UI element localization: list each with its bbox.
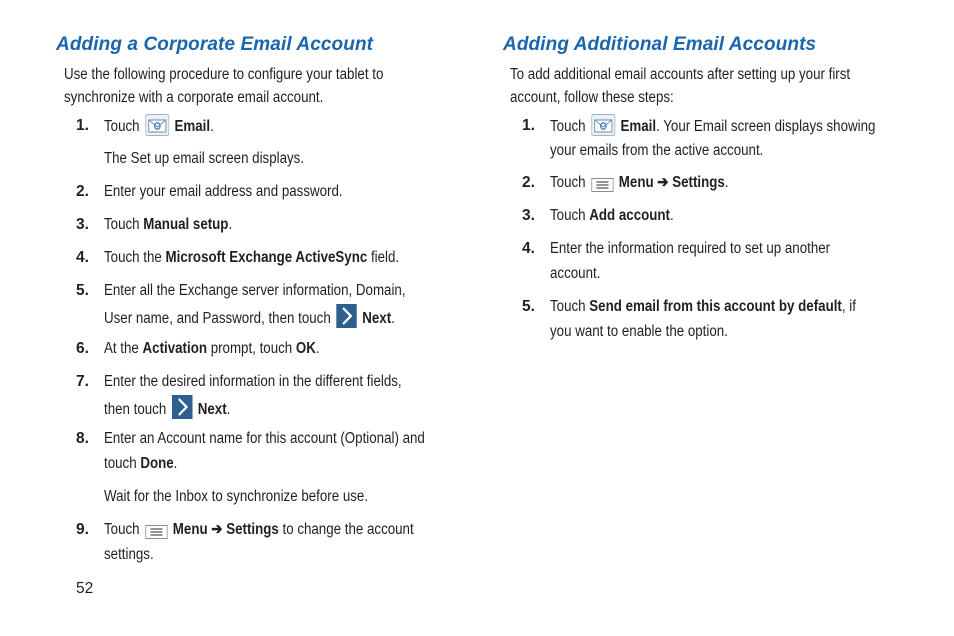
intro-paragraph <box>64 64 435 109</box>
step-number: 4. <box>522 240 535 257</box>
step-number: 1. <box>522 117 535 134</box>
step-text: Enter the desired information in the different fields, <box>104 373 402 390</box>
step-number: 2. <box>76 183 89 200</box>
intro-line: Use the following procedure to configure your tablet to <box>64 66 384 83</box>
step-text: Touch <box>104 118 140 135</box>
menu-key-icon <box>591 176 613 201</box>
step-bold: Settings <box>226 521 279 538</box>
step-bold: Settings <box>672 174 725 191</box>
step-bold: Activation <box>142 340 207 357</box>
step-number: 6. <box>76 340 89 357</box>
step-text: Enter the information required to set up another <box>550 240 831 257</box>
step-bold: Next <box>197 401 227 418</box>
step-number: 1. <box>76 117 89 134</box>
section-heading-additional: Adding Additional Email Accounts <box>503 34 817 55</box>
step-text: Enter your email address and password. <box>104 183 343 200</box>
step-bold: OK <box>295 340 316 357</box>
intro-paragraph <box>510 64 905 109</box>
step-1-note: The Set up email screen displays. <box>104 150 305 167</box>
next-arrow-icon <box>172 395 193 428</box>
step-number: 9. <box>76 521 89 538</box>
step-bold: Send email from this account by default <box>589 298 842 315</box>
step-number: 5. <box>76 282 89 299</box>
step-bold: Menu <box>172 521 208 538</box>
step-bold: Manual setup <box>143 216 229 233</box>
step-number: 3. <box>76 216 89 233</box>
intro-line: synchronize with a corporate email account. <box>64 88 324 106</box>
intro-line: account, follow these steps: <box>510 88 674 106</box>
intro-line: To add additional email accounts after setting up your first <box>510 66 851 83</box>
step-8-note: Wait for the Inbox to synchronize before use. <box>104 488 369 505</box>
step-number: 4. <box>76 249 89 266</box>
step-bold: Microsoft Exchange ActiveSync <box>165 249 368 266</box>
email-app-icon <box>145 114 169 145</box>
section-heading-corporate: Adding a Corporate Email Account <box>56 34 374 55</box>
step-number: 5. <box>522 298 535 315</box>
step-text: Enter an Account name for this account (Optional) and <box>104 430 425 447</box>
step-bold: Menu <box>618 174 654 191</box>
step-number: 8. <box>76 430 89 447</box>
page-number: 52 <box>76 580 94 597</box>
step-bold: Email <box>174 118 211 135</box>
step-number: 2. <box>522 174 535 191</box>
step-number: 7. <box>76 373 89 390</box>
arrow-glyph: ➔ <box>657 174 669 191</box>
next-arrow-icon <box>336 304 357 337</box>
step-bold: Add account <box>589 207 671 224</box>
arrow-glyph: ➔ <box>211 521 223 538</box>
step-bold: Next <box>362 310 392 327</box>
step-bold: Done <box>140 455 174 472</box>
step-number: 3. <box>522 207 535 224</box>
step-text: Enter all the Exchange server information, Domain, <box>104 282 406 299</box>
step-bold: Email <box>620 118 657 135</box>
